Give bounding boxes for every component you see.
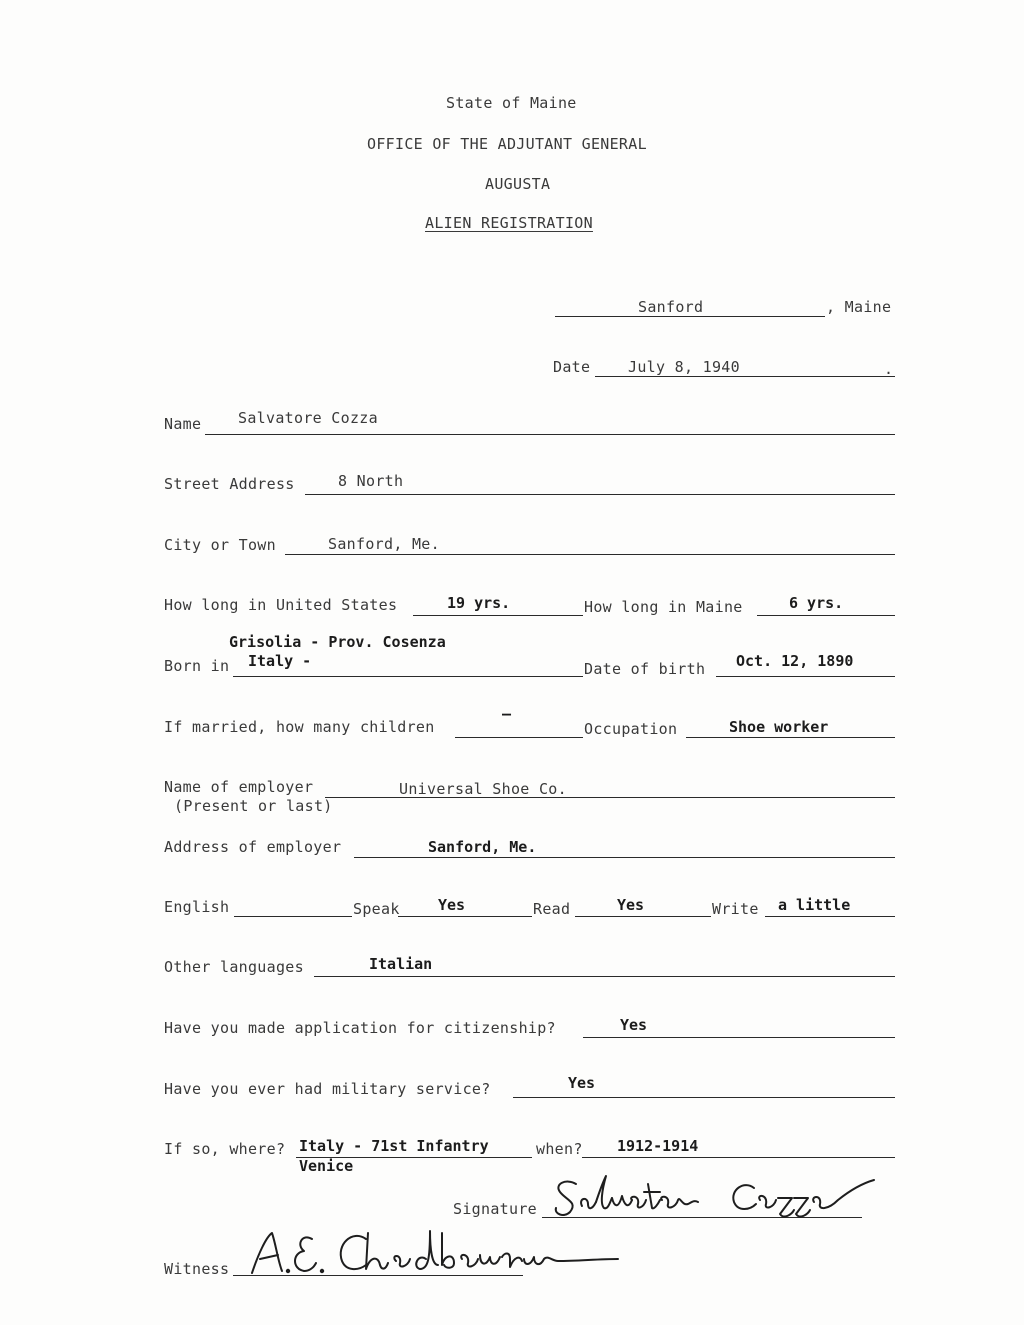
where-value: Italy - 71st Infantry: [299, 1137, 489, 1155]
english-label: English: [164, 898, 230, 916]
street-line: [305, 494, 895, 495]
date-label: Date: [553, 358, 591, 376]
place-suffix: , Maine: [826, 298, 892, 316]
date-line: [595, 376, 895, 377]
born-label: Born in: [164, 657, 230, 675]
us-years-value: 19 yrs.: [447, 594, 511, 612]
header-city: AUGUSTA: [485, 175, 551, 193]
street-value: 8 North: [338, 472, 404, 490]
citizenship-line: [583, 1037, 895, 1038]
us-years-line: [413, 615, 583, 616]
children-value: —: [502, 705, 512, 723]
when-label: when?: [536, 1140, 583, 1158]
write-label: Write: [712, 900, 759, 918]
header-title: ALIEN REGISTRATION: [425, 214, 593, 232]
name-line: [205, 434, 895, 435]
military-value: Yes: [568, 1074, 596, 1092]
birth-date-line: [716, 676, 895, 677]
maine-years-line: [757, 615, 895, 616]
employer-address-value: Sanford, Me.: [428, 838, 537, 856]
header-office: OFFICE OF THE ADJUTANT GENERAL: [367, 135, 647, 153]
city-value: Sanford, Me.: [328, 535, 440, 553]
employer-label: Name of employer: [164, 778, 314, 796]
street-label: Street Address: [164, 475, 295, 493]
employer-line: [325, 797, 895, 798]
date-end: .: [884, 360, 894, 378]
employer-address-line: [354, 857, 895, 858]
employer-value: Universal Shoe Co.: [399, 780, 567, 798]
city-label: City or Town: [164, 536, 276, 554]
speak-value: Yes: [438, 896, 466, 914]
witness-label: Witness: [164, 1260, 230, 1278]
military-line: [513, 1097, 895, 1098]
maine-years-label: How long in Maine: [584, 598, 743, 616]
name-value: Salvatore Cozza: [238, 409, 378, 427]
english-line: [234, 916, 352, 917]
place-value: Sanford: [638, 298, 704, 316]
birth-date-value: Oct. 12, 1890: [736, 652, 854, 670]
occupation-label: Occupation: [584, 720, 678, 738]
children-line: [455, 737, 583, 738]
employer-sublabel: (Present or last): [174, 797, 333, 815]
write-value: a little: [778, 896, 851, 914]
read-label: Read: [533, 900, 571, 918]
city-line: [285, 554, 895, 555]
us-years-label: How long in United States: [164, 596, 398, 614]
date-value: July 8, 1940: [628, 358, 740, 376]
witness-handwriting: [248, 1225, 628, 1285]
citizenship-label: Have you made application for citizenship?: [164, 1019, 556, 1037]
place-line: [555, 316, 825, 317]
header-state: State of Maine: [446, 94, 577, 112]
citizenship-value: Yes: [620, 1016, 648, 1034]
born-above: Grisolia - Prov. Cosenza: [229, 633, 446, 651]
employer-address-label: Address of employer: [164, 838, 342, 856]
signature-handwriting: [548, 1170, 888, 1225]
where-below: Venice: [299, 1157, 354, 1175]
military-label: Have you ever had military service?: [164, 1080, 491, 1098]
name-label: Name: [164, 415, 202, 433]
read-value: Yes: [617, 896, 645, 914]
occupation-value: Shoe worker: [729, 718, 829, 736]
speak-line: [398, 916, 532, 917]
born-value: Italy -: [248, 652, 312, 670]
where-label: If so, where?: [164, 1140, 286, 1158]
children-label: If married, how many children: [164, 718, 435, 736]
other-languages-value: Italian: [369, 955, 433, 973]
other-languages-label: Other languages: [164, 958, 304, 976]
read-line: [575, 916, 711, 917]
signature-label: Signature: [453, 1200, 537, 1218]
speak-label: Speak: [353, 900, 400, 918]
write-line: [765, 916, 895, 917]
occupation-line: [686, 737, 895, 738]
maine-years-value: 6 yrs.: [789, 594, 844, 612]
birth-date-label: Date of birth: [584, 660, 706, 678]
when-value: 1912-1914: [617, 1137, 699, 1155]
born-line: [233, 676, 583, 677]
other-languages-line: [314, 976, 895, 977]
when-line: [582, 1157, 895, 1158]
